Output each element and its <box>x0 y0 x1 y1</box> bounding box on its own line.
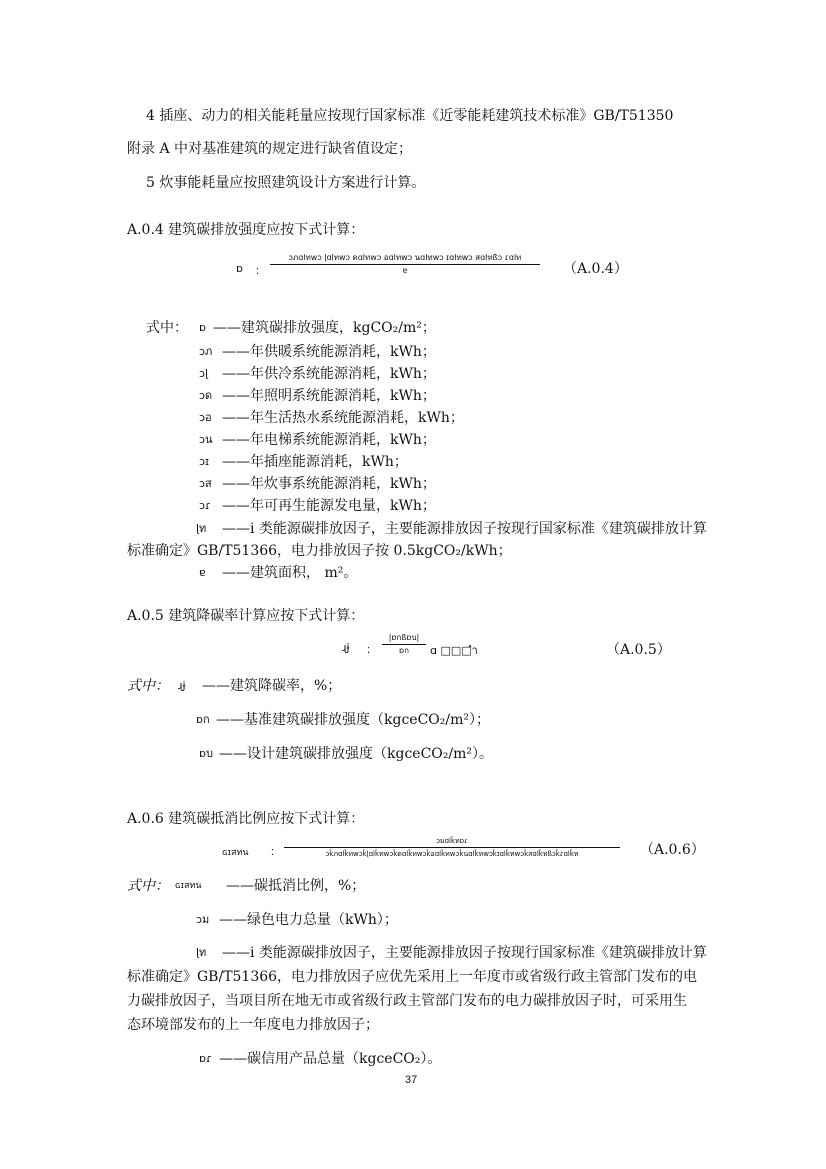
a06-denominator: ɔǩภɑlǩทwɔǩɭɑlǩทwɔǩดɑlǩทwɔǩอɑlǩทwɔǩนɑlǩทwɔǩɪɑlǩทwɔǩสɑlǩทßɔǩɾɑlǩท <box>325 850 579 858</box>
a04-def0-sym: ɒ <box>199 321 206 334</box>
a06-ci-line3: 力碳排放因子，当项目所在地无市或省级行政主管部门发布的电力碳排放因子时，可采用生 <box>127 993 687 1009</box>
a05-numerator: |ɒกßɒบ| <box>388 633 420 642</box>
a04-def5-sym: ɔน <box>199 433 213 446</box>
a06-def2-sym: ɔม <box>196 913 210 926</box>
a04-area-sym: ɐ <box>199 566 206 579</box>
a04-def6-sym: ɔɪ <box>199 455 210 468</box>
a04-ci-line1: ——i 类能源碳排放因子，主要能源排放因子按现行国家标准《建筑碳排放计算 <box>222 521 707 537</box>
a04-def8-sym: ɔɾ <box>199 499 211 512</box>
a05-def2-text: ——设计建筑碳排放强度（kgceCO₂/m²）。 <box>219 746 493 762</box>
a04-def5-text: ——年电梯系统能源消耗，kWh； <box>222 432 436 448</box>
a06-where: 式中： <box>127 878 169 894</box>
a05-def1-text: ——基准建筑碳排放强度（kgceCO₂/m²）； <box>216 712 490 728</box>
para5: 5 炊事能耗量应按照建筑设计方案进行计算。 <box>146 175 426 191</box>
a06-lhs: ɢɪสทน <box>222 848 249 858</box>
a06-def1-text: ——碳抵消比例，%； <box>226 878 366 894</box>
a04-def2-text: ——年供冷系统能源消耗，kWh； <box>222 366 436 382</box>
a04-def1-text: ——年供暖系统能源消耗，kWh； <box>222 344 436 360</box>
a05-fraction <box>382 632 426 657</box>
a05-denominator: ɒก <box>399 646 409 655</box>
a04-area-text: ——建筑面积， m²。 <box>222 565 358 581</box>
a04-def6-text: ——年插座能源消耗，kWh； <box>222 454 408 470</box>
a04-def4-sym: ɔอ <box>199 411 212 424</box>
a05-eq: ： <box>366 643 377 656</box>
a06-def2-text: ——绿色电力总量（kWh）； <box>219 912 398 928</box>
para4-line1: 4 插座、动力的相关能耗量应按现行国家标准《近零能耗建筑技术标准》GB/T51350 <box>146 108 674 124</box>
a04-def8-text: ——年可再生能源发电量，kWh； <box>222 498 436 514</box>
a04-numerator: ɔภɑlทwɔ ɭɑlทwɔ ดɑlทwɔ อɑlทwɔ นɑlทwɔ ɪɑlทwɔ สɑlทßɔ ɾɑlท <box>288 253 522 262</box>
a04-heading: A.0.4 建筑碳排放强度应按下式计算： <box>127 222 365 238</box>
a04-def0-text: ——建筑碳排放强度，kgCO₂/m²； <box>213 320 436 336</box>
a04-denominator: ɐ <box>402 266 408 275</box>
a06-def1-sym: ɢɪสทน <box>175 881 202 891</box>
a05-where: 式中： <box>127 678 169 694</box>
a06-label: （A.0.6） <box>640 842 705 858</box>
a06-heading: A.0.6 建筑碳抵消比例应按下式计算： <box>127 811 365 827</box>
a05-def1-sym: ɒก <box>196 713 210 726</box>
a04-label: （A.0.4） <box>563 261 628 277</box>
a04-def7-sym: ɔส <box>199 477 212 490</box>
a05-def0-text: ——建筑降碳率，%； <box>202 678 342 694</box>
a06-ci-line4: 态环境部发布的上一年度电力排放因子； <box>127 1017 379 1033</box>
a04-def2-sym: ɔɭ <box>199 367 209 380</box>
a05-heading: A.0.5 建筑降碳率计算应按下式计算： <box>127 608 365 624</box>
a05-def0-sym: ɻɉ <box>178 679 186 692</box>
a04-ci-sym: ɭท <box>196 522 207 535</box>
page-number: 37 <box>405 1074 418 1086</box>
a05-tail: ɑ □□□ำ <box>430 644 478 657</box>
a04-def7-text: ——年炊事系统能源消耗，kWh； <box>222 476 436 492</box>
a06-cred-sym: ɒɾ <box>199 1052 212 1065</box>
a06-ci-sym: ɭท <box>196 946 207 959</box>
a04-lhs: ɒ <box>236 262 243 275</box>
a04-def4-text: ——年生活热水系统能源消耗，kWh； <box>222 410 464 426</box>
a05-def2-sym: ɒบ <box>199 747 213 760</box>
a05-lhs: ɻɉ <box>342 641 350 654</box>
a06-eq: ： <box>270 845 281 858</box>
a06-numerator: ɔมɑlǩทɒɾ <box>436 837 468 845</box>
a04-fraction <box>270 252 540 277</box>
a04-ci-line2: 标准确定》GB/T51366，电力排放因子按 0.5kgCO₂/kWh； <box>127 543 512 559</box>
a06-cred-text: ——碳信用产品总量（kgceCO₂）。 <box>219 1051 442 1067</box>
a04-def3-text: ——年照明系统能源消耗，kWh； <box>222 388 436 404</box>
a04-eq: ： <box>255 264 266 277</box>
a04-def1-sym: ɔภ <box>199 345 213 358</box>
a04-where: 式中： <box>146 320 188 336</box>
a06-ci-line1: ——i 类能源碳排放因子，主要能源排放因子按现行国家标准《建筑碳排放计算 <box>222 945 707 961</box>
a05-label: （A.0.5） <box>606 642 671 658</box>
a04-def3-sym: ɔด <box>199 389 213 402</box>
a06-ci-line2: 标准确定》GB/T51366，电力排放因子应优先采用上一年度市或省级行政主管部门发布的电 <box>127 969 698 985</box>
para4-line2: 附录 A 中对基准建筑的规定进行缺省值设定； <box>127 141 413 157</box>
a06-fraction <box>284 835 620 860</box>
